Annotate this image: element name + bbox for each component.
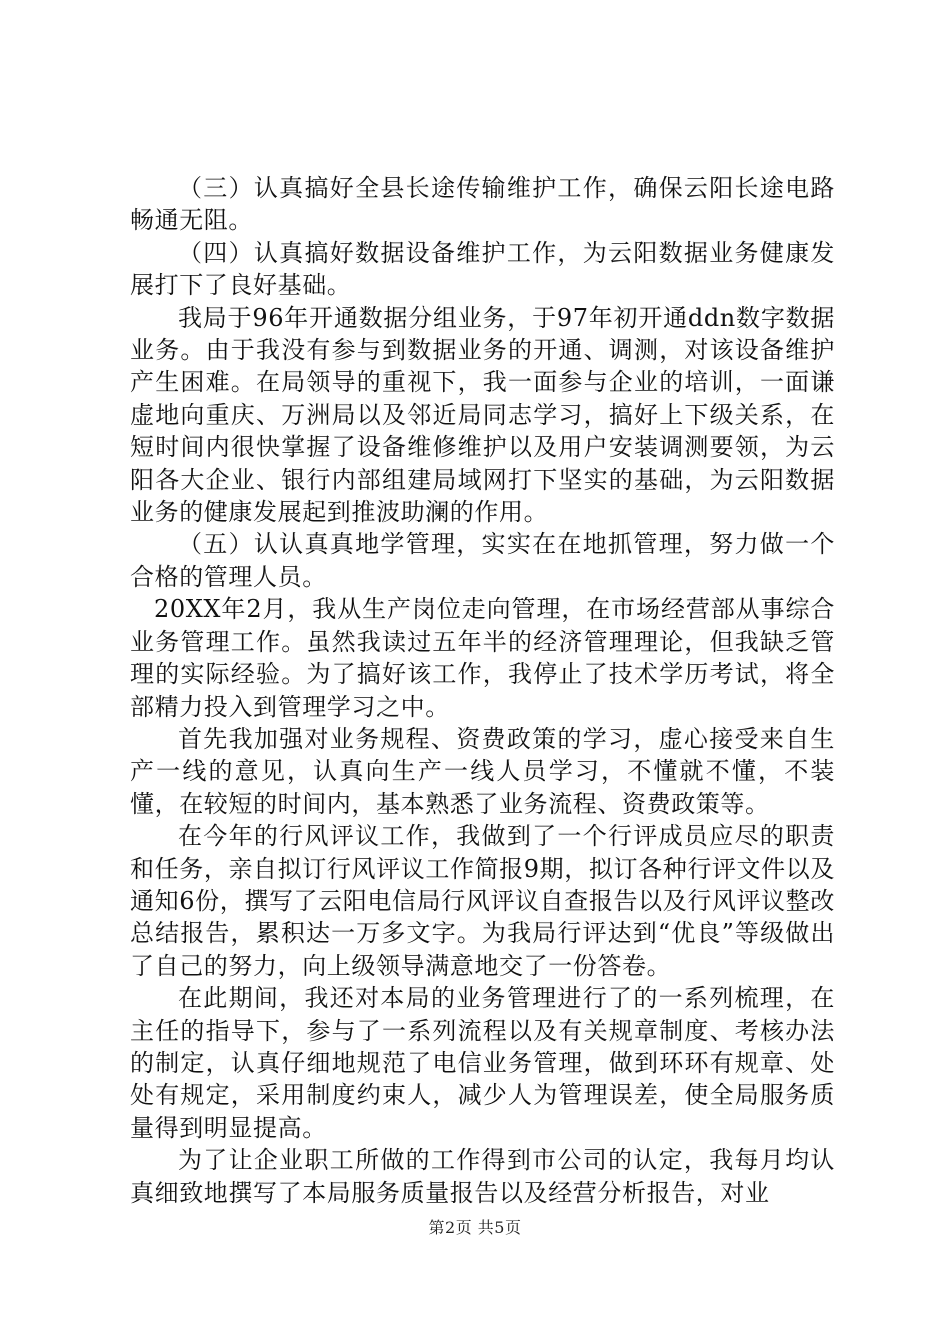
paragraph-business-rules: 首先我加强对业务规程、资费政策的学习，虚心接受来自生产一线的意见，认真向生产一线人员学习，不懂就不懂，不装懂，在较短的时间内，基本熟悉了业务流程、资费政策等。 [130,724,835,818]
paragraph-data-business: 我局于96年开通数据分组业务，于97年初开通ddn数字数据业务。由于我没有参与到数据业务的开通、调测，对该设备维护产生困难。在局领导的重视下，我一面参与企业的培训，一面谦虚地向重庆、万洲局以及邻近局同志学习，搞好上下级关系，在短时间内很快掌握了设备维修维护以及用户安装调测要领，为云阳各大企业、银行内部组建局域网打下坚实的基础，为云阳数据业务的健康发展起到推波助澜的作用。 [130,303,835,527]
paragraph-section-3: （三）认真搞好全县长途传输维护工作，确保云阳长途电路畅通无阻。 [130,174,835,235]
paragraph-section-5: （五）认认真真地学管理，实实在在地抓管理，努力做一个合格的管理人员。 [130,530,835,591]
paragraph-management-start: 20XX年2月，我从生产岗位走向管理，在市场经营部从事综合业务管理工作。虽然我读过五年半的经济管理理论，但我缺乏管理的实际经验。为了搞好该工作，我停止了技术学历考试，将全部精力投入到管理学习之中。 [130,595,835,721]
paragraph-management-review: 在此期间，我还对本局的业务管理进行了的一系列梳理，在主任的指导下，参与了一系列流程以及有关规章制度、考核办法的制定，认真仔细地规范了电信业务管理，做到环环有规章、处处有规定，采用制度约束人，减少人为管理误差，使全局服务质量得到明显提高。 [130,984,835,1142]
document-body [130,172,835,1209]
page-number-footer: 第2页 共5页 [428,1218,522,1237]
paragraph-monthly-reports: 为了让企业职工所做的工作得到市公司的认定，我每月均认真细致地撰写了本局服务质量报告以及经营分析报告，对业 [130,1146,835,1207]
paragraph-style-review: 在今年的行风评议工作，我做到了一个行评成员应尽的职责和任务，亲自拟订行风评议工作简报9期，拟订各种行评文件以及通知6份，撰写了云阳电信局行风评议自查报告以及行风评议整改总结报告，累积达一万多文字。为我局行评达到“优良”等级做出了自己的努力，向上级领导满意地交了一份答卷。 [130,822,835,980]
paragraph-section-4: （四）认真搞好数据设备维护工作，为云阳数据业务健康发展打下了良好基础。 [130,238,835,300]
